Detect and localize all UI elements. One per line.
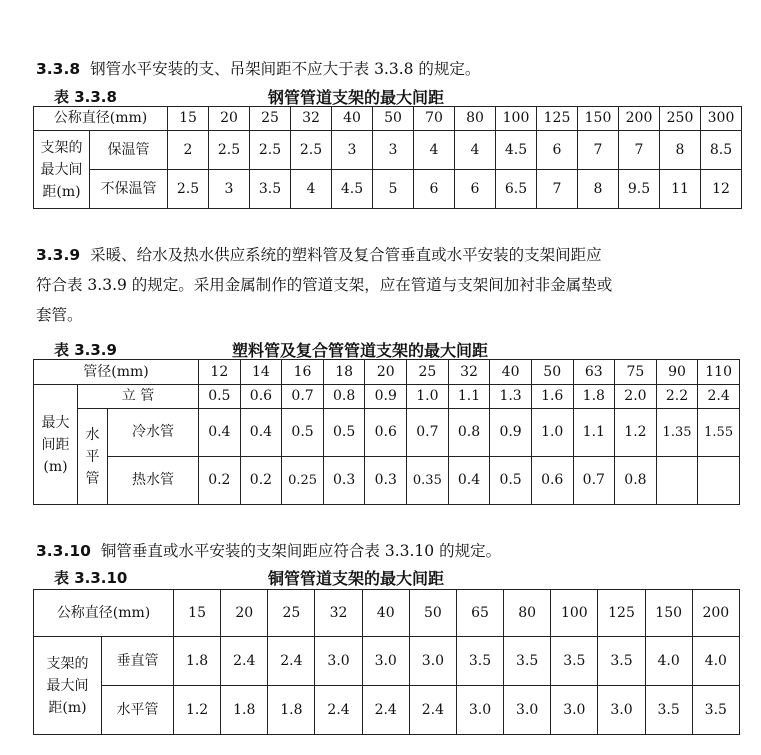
- table-cell: 2.4: [698, 385, 740, 409]
- header-cell: 12: [199, 360, 241, 385]
- table-cell: 2.5: [291, 131, 332, 170]
- table-cell: 0.6: [531, 457, 573, 505]
- table-cell: 0.7: [282, 385, 324, 409]
- table-cell: 7: [537, 170, 578, 209]
- header-cell: 25: [250, 107, 291, 131]
- table-cell: 8: [578, 170, 619, 209]
- header-cell: 40: [490, 360, 532, 385]
- table-cell: 1.0: [407, 385, 449, 409]
- table-cell: 0.2: [240, 457, 282, 505]
- header-cell: 80: [455, 107, 496, 131]
- table-cell: 3: [332, 131, 373, 170]
- table-row: [34, 360, 740, 385]
- row-group-line: 距(m): [42, 183, 81, 200]
- table-title: 钢管管道支架的最大间距: [268, 88, 445, 107]
- table-cell: 0.3: [323, 457, 365, 505]
- table-cell: 3.5: [551, 637, 598, 686]
- table-cell: 0.35: [407, 457, 449, 505]
- header-cell: 25: [407, 360, 449, 385]
- table-cell: 8: [660, 131, 701, 170]
- clause-number: 3.3.10: [36, 542, 91, 560]
- row-group-line: 支架的: [46, 655, 89, 672]
- table-cell: 11: [660, 170, 701, 209]
- header-cell: 65: [456, 590, 503, 637]
- table-cell: 2.0: [615, 385, 657, 409]
- table-cell: 12: [701, 170, 742, 209]
- table-cell: 1.8: [573, 385, 615, 409]
- table-row: [34, 637, 740, 686]
- header-cell: 20: [209, 107, 250, 131]
- header-cell: 200: [692, 590, 739, 637]
- row-group-line: 管: [85, 470, 100, 487]
- table-cell: 4.5: [332, 170, 373, 209]
- header-cell: 250: [660, 107, 701, 131]
- table-cell: 0.8: [448, 409, 490, 457]
- table-cell: 3.0: [598, 686, 645, 735]
- table-cell: 4.5: [496, 131, 537, 170]
- row-label: 垂直管: [102, 637, 174, 686]
- table-title: 铜管管道支架的最大间距: [268, 569, 445, 588]
- table-cell: 5: [373, 170, 414, 209]
- table-cell: 8.5: [701, 131, 742, 170]
- header-cell: 150: [578, 107, 619, 131]
- header-cell: 管径(mm): [34, 360, 199, 385]
- table-cell: 4.0: [645, 637, 692, 686]
- header-cell: 110: [698, 360, 740, 385]
- table-cell: 1.6: [531, 385, 573, 409]
- table-cell: 3.5: [645, 686, 692, 735]
- table-cell: 0.8: [323, 385, 365, 409]
- row-group-line: 水: [85, 426, 100, 443]
- table-cell: 0.7: [573, 457, 615, 505]
- table-cell: 3.5: [504, 637, 551, 686]
- header-cell: 公称直径(mm): [34, 107, 168, 131]
- clause-number: 3.3.9: [36, 246, 81, 264]
- table-cell: [656, 457, 698, 505]
- plastic-pipe-table: [33, 359, 740, 505]
- clause-text: 采暖、给水及热水供应系统的塑料管及复合管垂直或水平安装的支架间距应: [90, 246, 602, 264]
- table-cell: 2.5: [250, 131, 291, 170]
- header-cell: 63: [573, 360, 615, 385]
- header-cell: 32: [315, 590, 362, 637]
- table-cell: [698, 457, 740, 505]
- table-cell: 4: [291, 170, 332, 209]
- table-cell: 3.0: [409, 637, 456, 686]
- header-cell: 125: [537, 107, 578, 131]
- table-cell: 3.0: [315, 637, 362, 686]
- header-cell: 100: [551, 590, 598, 637]
- table-cell: 0.7: [407, 409, 449, 457]
- table-row: [34, 170, 742, 209]
- table-cell: 0.8: [615, 457, 657, 505]
- table-cell: 4: [455, 131, 496, 170]
- table-cell: 0.2: [199, 457, 241, 505]
- header-cell: 75: [615, 360, 657, 385]
- row-group-label: [34, 385, 78, 505]
- header-cell: 14: [240, 360, 282, 385]
- row-group-line: 平: [85, 448, 100, 465]
- row-label: 不保温管: [90, 170, 168, 209]
- header-cell: 150: [645, 590, 692, 637]
- table-cell: 6: [455, 170, 496, 209]
- table-cell: 3: [209, 170, 250, 209]
- table-cell: 1.2: [174, 686, 221, 735]
- header-cell: 32: [448, 360, 490, 385]
- header-cell: 125: [598, 590, 645, 637]
- table-cell: 6: [414, 170, 455, 209]
- row-group-label: [34, 131, 90, 209]
- row-group-line: (m): [43, 458, 68, 475]
- table-cell: 2.4: [268, 637, 315, 686]
- header-cell: 100: [496, 107, 537, 131]
- clause-number: 3.3.8: [36, 60, 81, 78]
- header-cell: 20: [365, 360, 407, 385]
- para-line: [36, 240, 738, 270]
- header-cell: 50: [373, 107, 414, 131]
- table-cell: 0.9: [490, 409, 532, 457]
- table-cell: 1.35: [656, 409, 698, 457]
- header-cell: 300: [701, 107, 742, 131]
- header-cell: 15: [174, 590, 221, 637]
- table-cell: 3.5: [598, 637, 645, 686]
- table-cell: 1.8: [268, 686, 315, 735]
- table-row: [34, 457, 740, 505]
- table-cell: 7: [578, 131, 619, 170]
- table-cell: 0.5: [490, 457, 532, 505]
- table-cell: 2.5: [168, 170, 209, 209]
- row-group-line: 间距: [41, 436, 70, 453]
- table-label: 表 3.3.10: [54, 569, 128, 587]
- table-cell: 2.4: [315, 686, 362, 735]
- table-cell: 3.0: [456, 686, 503, 735]
- table-cell: 0.4: [199, 409, 241, 457]
- table-cell: 6: [537, 131, 578, 170]
- table-cell: 2.2: [656, 385, 698, 409]
- table-cell: 0.6: [365, 409, 407, 457]
- table-row: [34, 385, 740, 409]
- table-cell: 1.1: [448, 385, 490, 409]
- table-cell: 3: [373, 131, 414, 170]
- table-cell: 0.25: [282, 457, 324, 505]
- table-row: [34, 590, 740, 637]
- table-cell: 2.4: [221, 637, 268, 686]
- table-cell: 3.0: [362, 637, 409, 686]
- table-cell: 7: [619, 131, 660, 170]
- table-cell: 0.3: [365, 457, 407, 505]
- header-cell: 50: [531, 360, 573, 385]
- row-group-line: 最大间: [46, 677, 89, 694]
- header-cell: 40: [332, 107, 373, 131]
- horizontal-group-label: [78, 409, 108, 505]
- clause-text: 铜管垂直或水平安装的支架间距应符合表 3.3.10 的规定。: [100, 542, 502, 560]
- table-cell: 0.4: [448, 457, 490, 505]
- table-row: [34, 107, 742, 131]
- table-row: [34, 409, 740, 457]
- header-cell: 20: [221, 590, 268, 637]
- header-cell: 80: [504, 590, 551, 637]
- table-cell: 2.4: [362, 686, 409, 735]
- table-cell: 0.6: [240, 385, 282, 409]
- para-line: 套管。: [36, 306, 83, 324]
- row-label: 冷水管: [108, 409, 199, 457]
- table-cell: 1.0: [531, 409, 573, 457]
- header-cell: 200: [619, 107, 660, 131]
- table-cell: 0.4: [240, 409, 282, 457]
- header-cell: 18: [323, 360, 365, 385]
- table-label: 表 3.3.8: [54, 88, 117, 106]
- table-cell: 4.0: [692, 637, 739, 686]
- row-label: 水平管: [102, 686, 174, 735]
- row-group-line: 支架的: [40, 139, 83, 156]
- table-cell: 3.5: [456, 637, 503, 686]
- table-cell: 1.2: [615, 409, 657, 457]
- table-cell: 4: [414, 131, 455, 170]
- clause-text: 钢管水平安装的支、吊架间距不应大于表 3.3.8 的规定。: [90, 60, 481, 78]
- header-cell: 公称直径(mm): [34, 590, 174, 637]
- table-row: [34, 686, 740, 735]
- row-label: 保温管: [90, 131, 168, 170]
- row-group-line: 最大: [41, 414, 70, 431]
- row-label: 立 管: [78, 385, 199, 409]
- para-3-3-10: [36, 536, 738, 566]
- table-cell: 2.4: [409, 686, 456, 735]
- header-cell: 40: [362, 590, 409, 637]
- table-cell: 1.55: [698, 409, 740, 457]
- row-group-line: 最大间: [40, 161, 83, 178]
- header-cell: 70: [414, 107, 455, 131]
- table-cell: 3.5: [250, 170, 291, 209]
- row-group-line: 距(m): [48, 699, 87, 716]
- table-cell: 2.5: [209, 131, 250, 170]
- header-cell: 16: [282, 360, 324, 385]
- row-label: 热水管: [108, 457, 199, 505]
- table-cell: 0.9: [365, 385, 407, 409]
- table-cell: 2: [168, 131, 209, 170]
- table-label: 表 3.3.9: [54, 341, 117, 359]
- table-cell: 1.8: [221, 686, 268, 735]
- para-3-3-9: [36, 240, 738, 330]
- header-cell: 90: [656, 360, 698, 385]
- table-row: [34, 131, 742, 170]
- header-cell: 25: [268, 590, 315, 637]
- table-cell: 9.5: [619, 170, 660, 209]
- table-cell: 1.3: [490, 385, 532, 409]
- table-cell: 0.5: [282, 409, 324, 457]
- table-cell: 0.5: [199, 385, 241, 409]
- table-cell: 0.5: [323, 409, 365, 457]
- table-cell: 3.5: [692, 686, 739, 735]
- steel-pipe-table: [33, 106, 742, 209]
- copper-pipe-table: [33, 589, 740, 735]
- header-cell: 50: [409, 590, 456, 637]
- table-cell: 3.0: [551, 686, 598, 735]
- table-cell: 3.0: [504, 686, 551, 735]
- para-line: 符合表 3.3.9 的规定。采用金属制作的管道支架，应在管道与支架间加衬非金属垫或: [36, 276, 613, 294]
- header-cell: 32: [291, 107, 332, 131]
- table-cell: 1.1: [573, 409, 615, 457]
- header-cell: 15: [168, 107, 209, 131]
- para-3-3-8: [36, 54, 738, 84]
- table-title: 塑料管及复合管管道支架的最大间距: [232, 341, 489, 360]
- table-cell: 1.8: [174, 637, 221, 686]
- row-group-label: [34, 637, 102, 735]
- table-cell: 6.5: [496, 170, 537, 209]
